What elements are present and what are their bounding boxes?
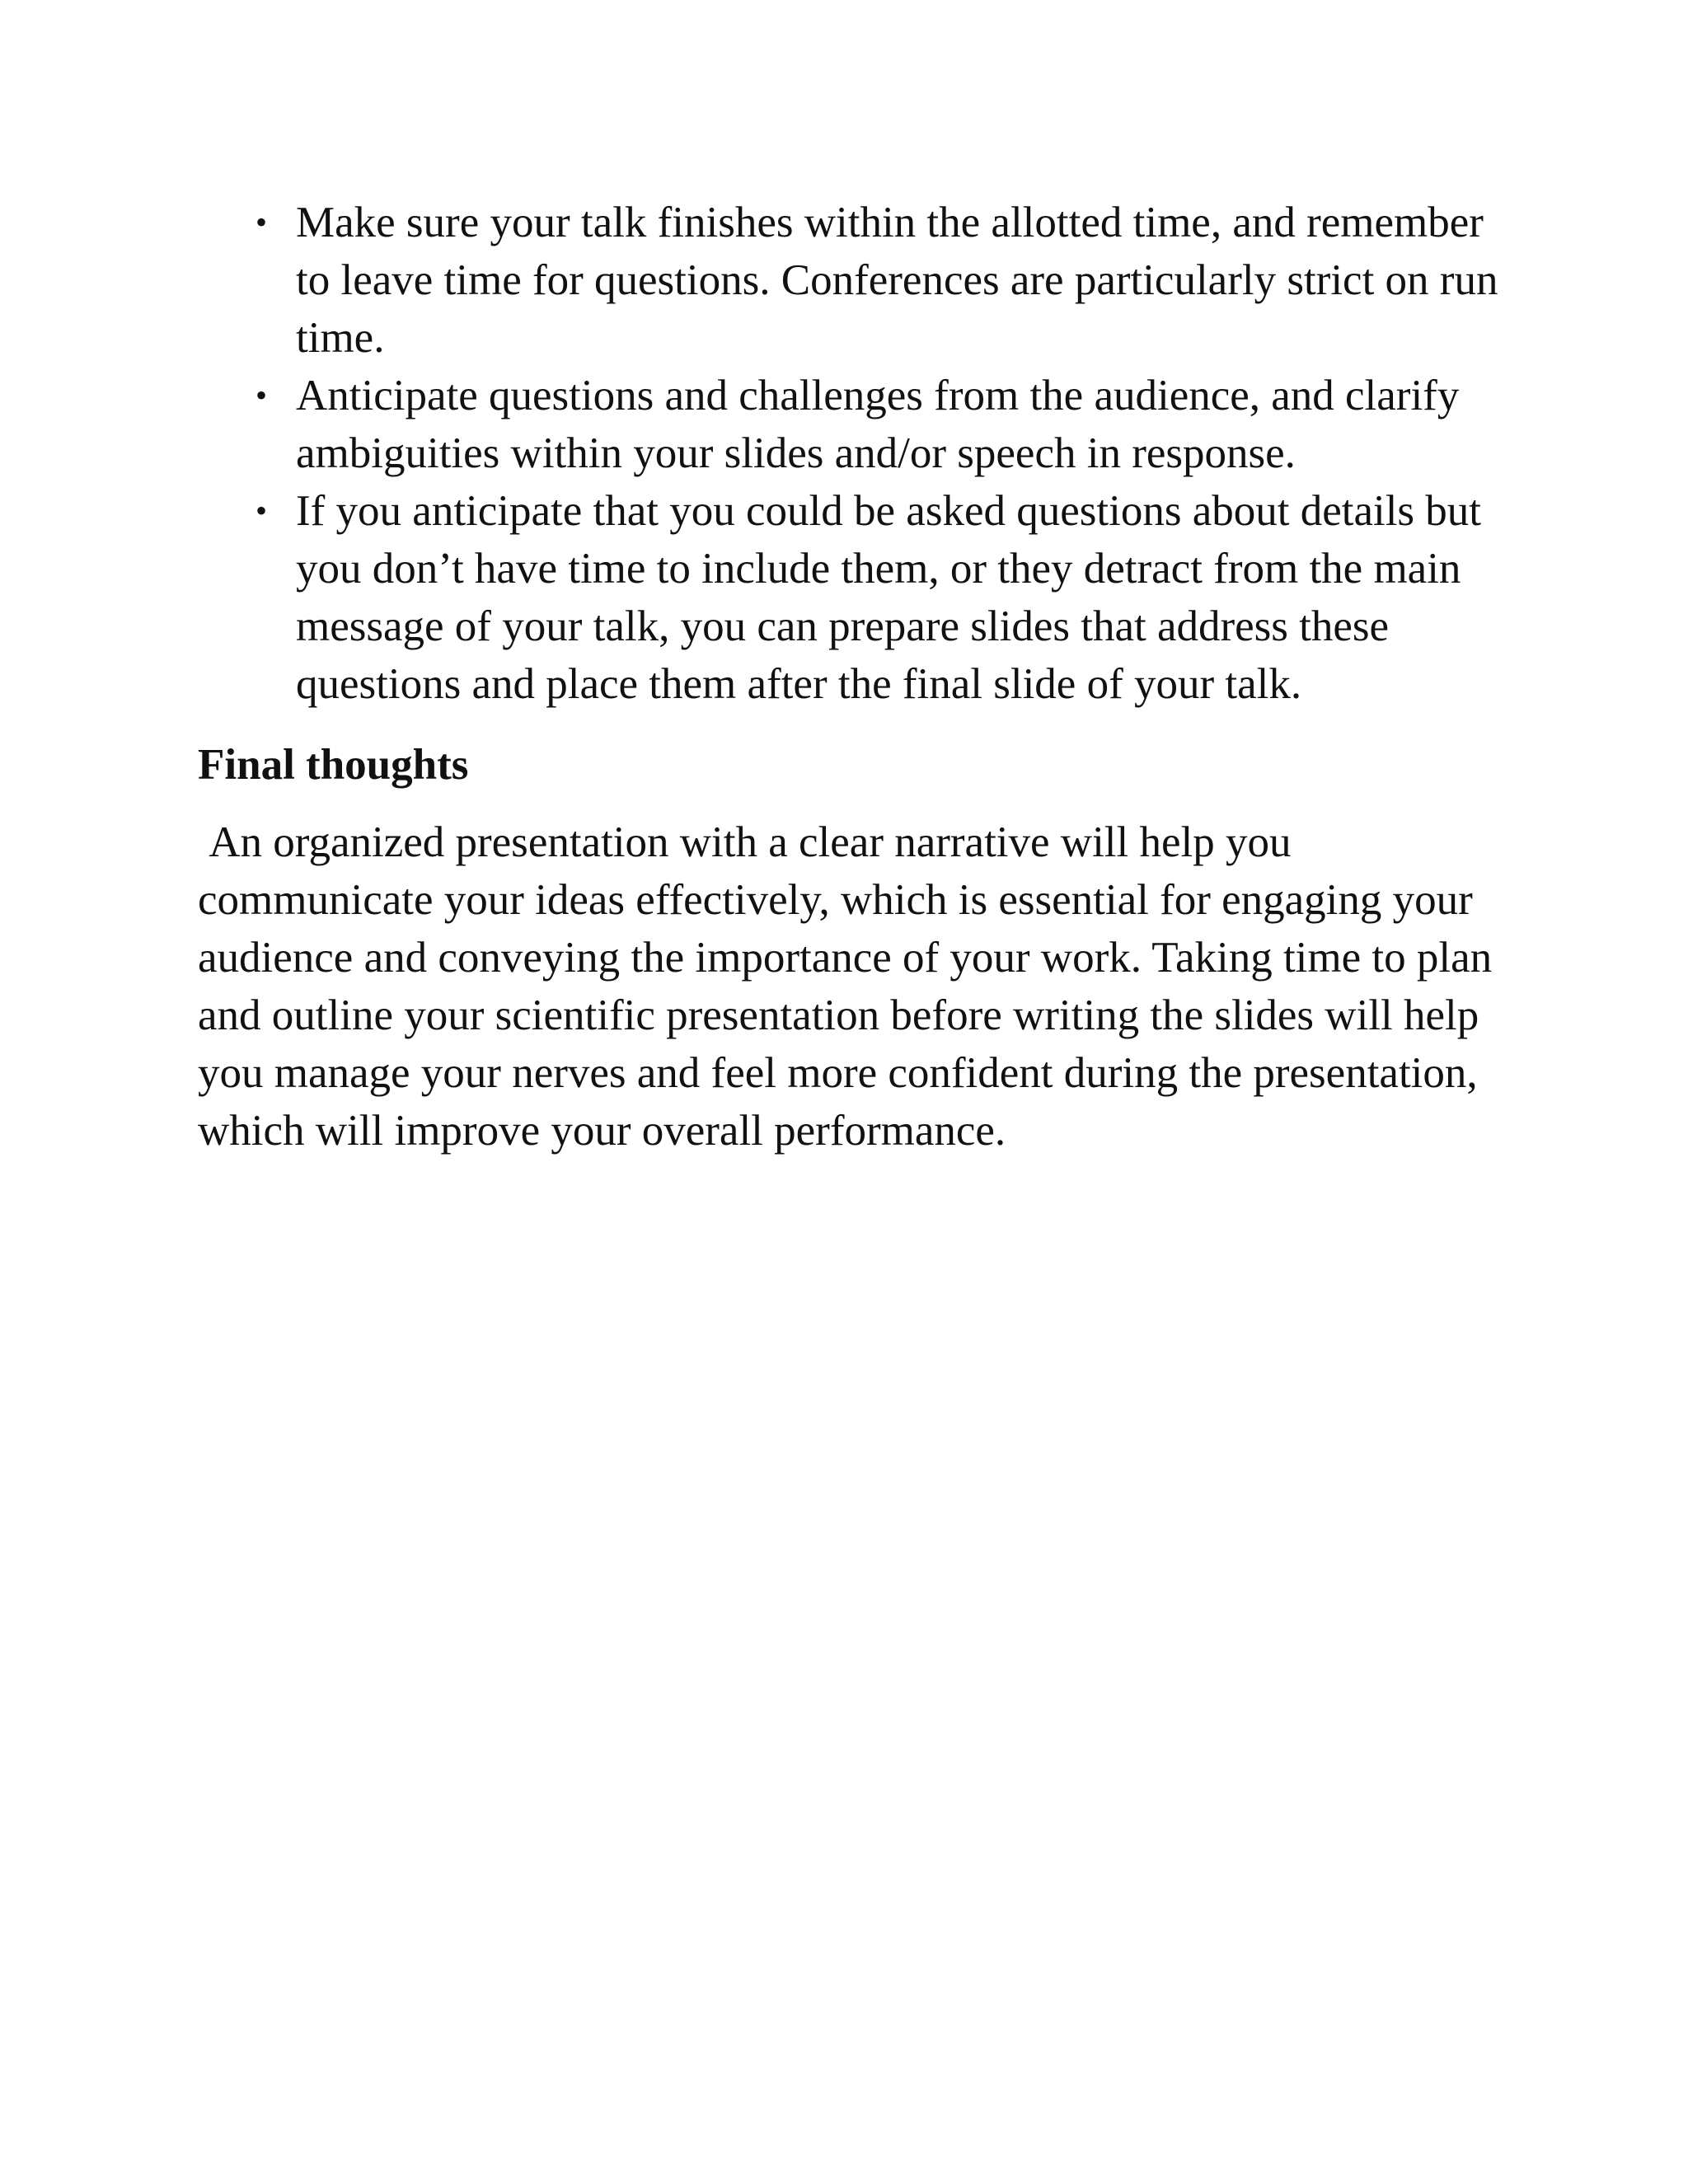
bullet-text: Make sure your talk finishes within the allotted time, and remember to leave time for questions. Conferences are particularly strict on run time.: [296, 199, 1498, 362]
bullet-icon: •: [255, 492, 267, 529]
section-heading: Final thoughts: [198, 741, 469, 789]
bullet-list: [198, 194, 1500, 713]
bullet-icon: •: [255, 377, 267, 414]
page-content: [198, 194, 1503, 1160]
bullet-item: [198, 194, 1500, 367]
bullet-text: If you anticipate that you could be asked questions about details but you don’t have time to include them, or they detract from the main message of your talk, you can prepare slides that address these questions and place them after the final slide of your talk.: [296, 487, 1482, 708]
bullet-item: [198, 367, 1500, 482]
section-paragraph: An organized presentation with a clear narrative will help you communicate your ideas effectively, which is essential for engaging your audience and conveying the importance of your work. Taking time to plan and outline your scientific presentation before writing the slides will help you manage your nerves and feel more confident during the presentation, which will improve your overall performance.: [198, 818, 1503, 1155]
bullet-icon: •: [255, 204, 267, 241]
bullet-text: Anticipate questions and challenges from the audience, and clarify ambiguities within your slides and/or speech in response.: [296, 372, 1460, 477]
bullet-item: [198, 482, 1500, 713]
